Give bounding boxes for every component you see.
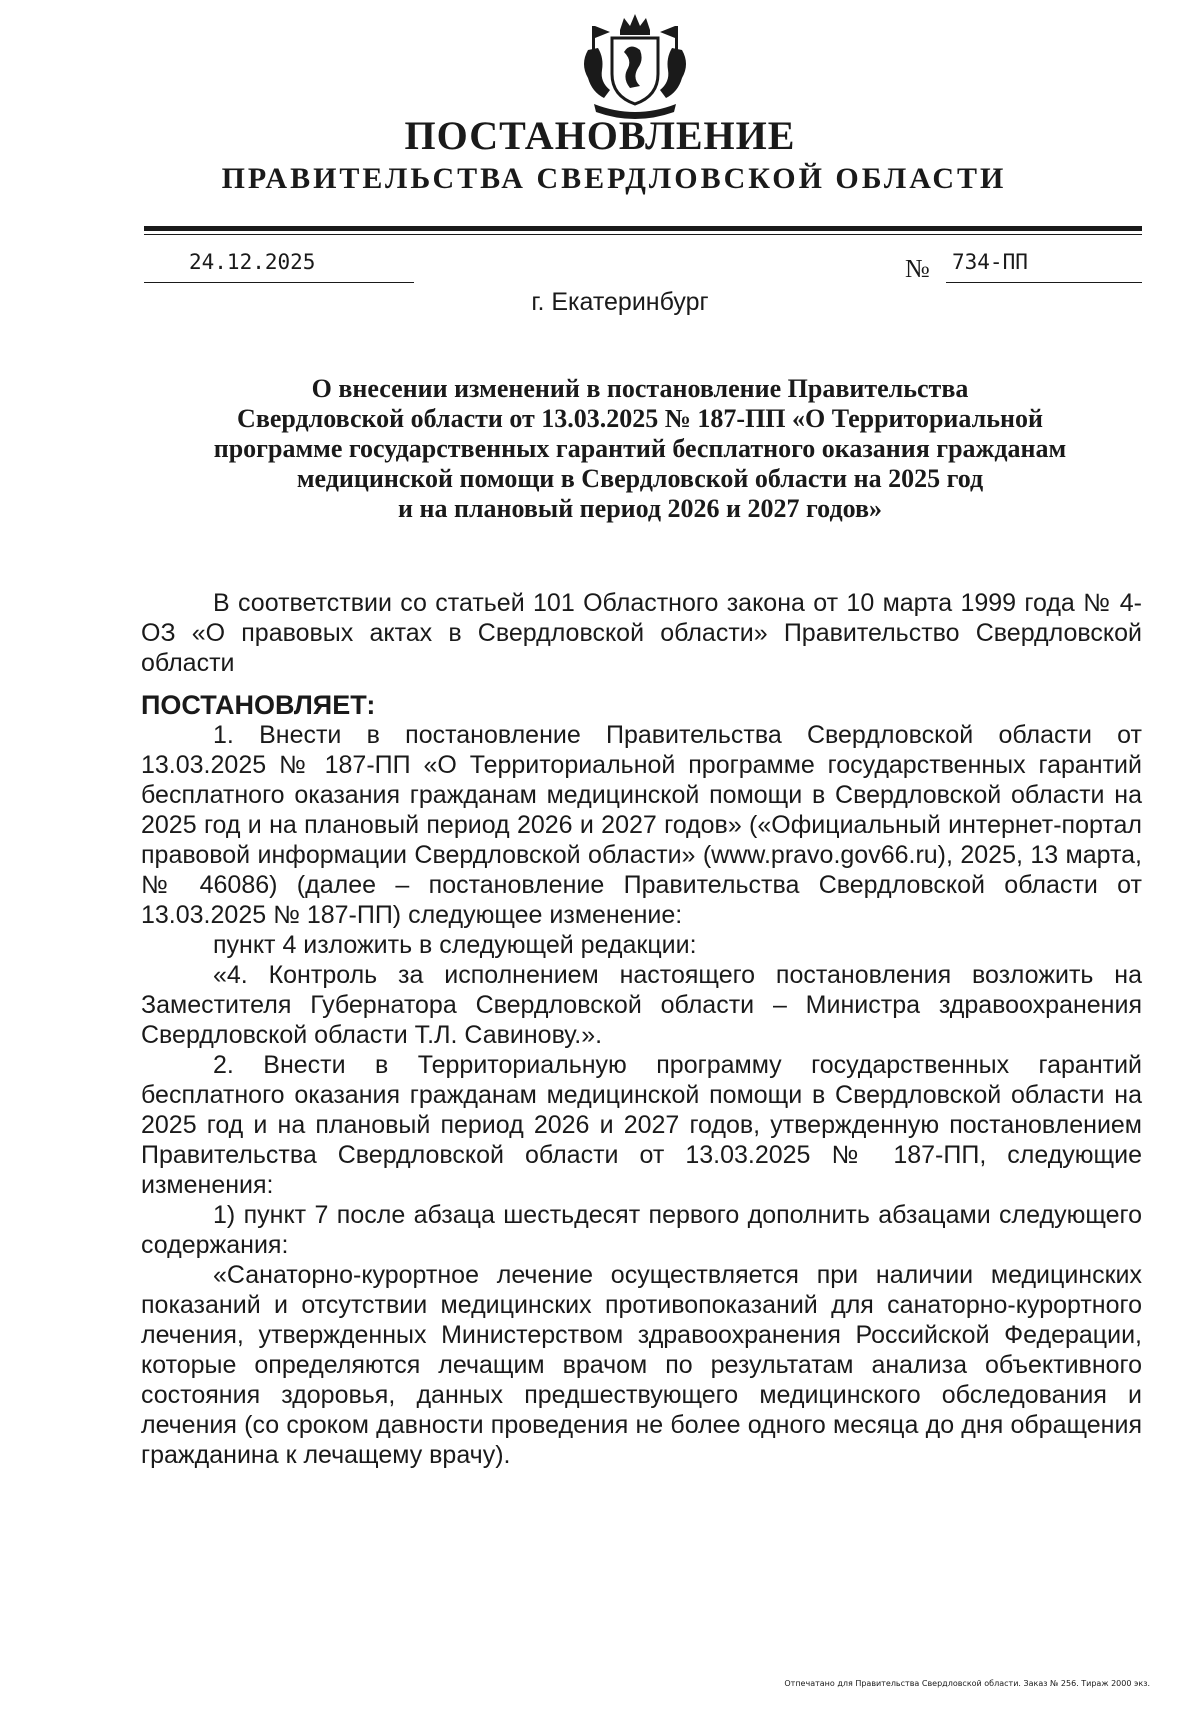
clause-2-item-1: 1) пункт 7 после абзаца шестьдесят первого дополнить абзацами следующего содержания: — [141, 1201, 1142, 1259]
document-title — [160, 374, 1120, 524]
clause-1-subitem: пункт 4 изложить в следующей редакции: — [213, 931, 697, 959]
document-type-heading: ПОСТАНОВЛЕНИЕ — [404, 113, 796, 158]
clause-2-paragraph: 2. Внести в Территориальную программу государственных гарантий бесплатного оказания гражданам медицинской помощи в Свердловской области на 2025 год и на плановый период 2026 и 2027 годов, утвержденную постановлением Правительства Свердловской области от 13.03.2025 № 187-ПП, следующие изменения: — [141, 1051, 1142, 1199]
clause-2-quote: «Санаторно-курортное лечение осуществляется при наличии медицинских показаний и отсутствии медицинских противопоказаний для санаторно-курортного лечения, утвержденных Министерством здравоохранения Российской Федерации, которые определяются лечащим врачом по результатам анализа объективного состояния здоровья, данных предшествующего медицинского обследования и лечения (со сроком давности проведения не более одного месяца до дня обращения гражданина к лечащему врачу). — [141, 1261, 1142, 1469]
header-divider-thick — [144, 226, 1142, 231]
document-date: 24.12.2025 — [189, 250, 316, 274]
date-field — [144, 248, 414, 283]
preamble-block — [141, 588, 1142, 678]
preamble-paragraph: В соответствии со статьей 101 Областного закона от 10 марта 1999 года № 4-ОЗ «О правовых актах в Свердловской области» Правительство Свердловской области — [141, 589, 1142, 677]
coat-of-arms-icon — [570, 12, 700, 124]
title-line: медицинской помощи в Свердловской области на 2025 год — [296, 464, 984, 493]
decree-word: ПОСТАНОВЛЯЕТ: — [141, 690, 376, 720]
clause-1-quote: «4. Контроль за исполнением настоящего постановления возложить на Заместителя Губернатора Свердловской области – Министра здравоохранения Свердловской области Т.Л. Савинову.». — [141, 961, 1142, 1049]
document-number: 734-ПП — [952, 250, 1028, 274]
number-sign: № — [905, 254, 930, 283]
title-line: программе государственных гарантий бесплатного оказания гражданам — [213, 434, 1067, 463]
header-divider-thin — [144, 234, 1142, 235]
number-field — [946, 248, 1142, 283]
title-line: Свердловской области от 13.03.2025 № 187-ПП «О Территориальной — [237, 404, 1043, 433]
clause-1-block — [141, 720, 1142, 1470]
clause-1-paragraph: 1. Внести в постановление Правительства Свердловской области от 13.03.2025 № 187-ПП «О Территориальной программе государственных гарантий бесплатного оказания гражданам медицинской помощи в Свердловской области на 2025 год и на плановый период 2026 и 2027 годов» («Официальный интернет-портал правовой информации Свердловской области» (www.pravo.gov66.ru), 2025, 13 марта, № 46086) (далее – постановление Правительства Свердловской области от 13.03.2025 № 187-ПП) следующее изменение: — [141, 721, 1142, 929]
title-line: и на плановый период 2026 и 2027 годов» — [398, 494, 882, 523]
issue-city: г. Екатеринбург — [531, 288, 709, 316]
issuer-heading: ПРАВИТЕЛЬСТВА СВЕРДЛОВСКОЙ ОБЛАСТИ — [221, 162, 1007, 195]
title-line: О внесении изменений в постановление Правительства — [311, 374, 969, 403]
print-note: Отпечатано для Правительства Свердловской области. Заказ № 256. Тираж 2000 экз. — [784, 1679, 1150, 1688]
